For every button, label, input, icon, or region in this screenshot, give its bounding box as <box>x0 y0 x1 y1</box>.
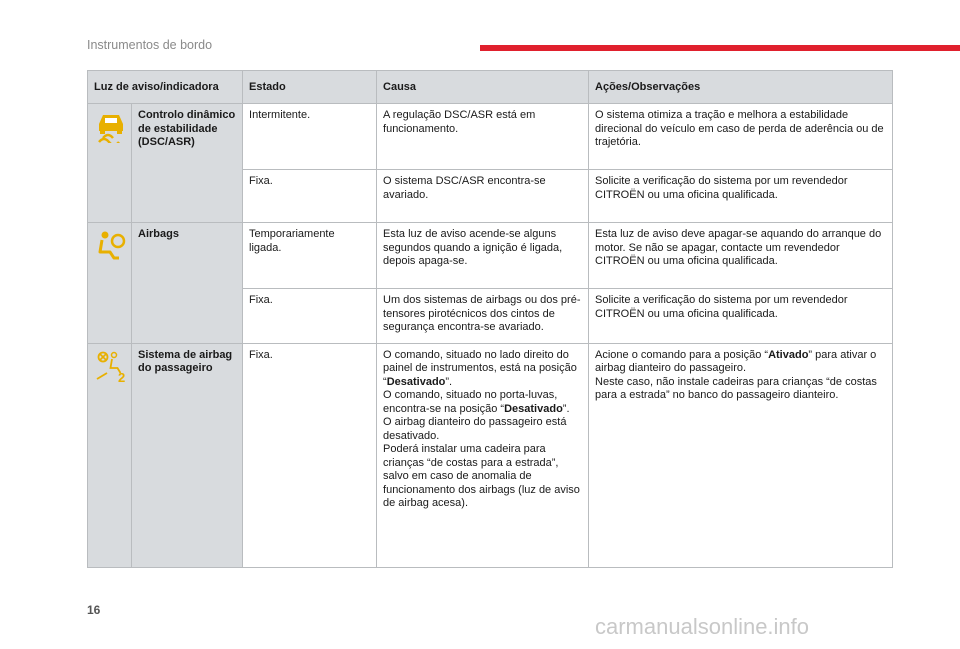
emphasis-text: Desativado <box>504 402 563 415</box>
column-header: Estado <box>243 71 377 104</box>
state-cell: Fixa. <box>243 170 377 223</box>
cause-paragraph: O airbag dianteiro do passageiro está desativado. <box>383 416 567 442</box>
action-cell: Esta luz de aviso deve apagar-se aquando do arranque do motor. Se não se apagar, contacte um revendedor CITROËN ou uma oficina qualificada. <box>589 223 893 289</box>
cause-cell: O sistema DSC/ASR encontra-se avariado. <box>377 170 589 223</box>
warning-lights-table <box>87 70 893 568</box>
cause-cell: Esta luz de aviso acende-se alguns segundos quando a ignição é ligada, depois apaga-se. <box>377 223 589 289</box>
cause-paragraph <box>383 349 582 390</box>
icon-cell <box>88 104 132 223</box>
table-header-row <box>88 71 893 104</box>
stability-control-icon <box>94 109 125 143</box>
action-cell: Solicite a verificação do sistema por um revendedor CITROËN ou uma oficina qualificada. <box>589 289 893 344</box>
icon-cell <box>88 223 132 344</box>
warning-light-name: Airbags <box>132 223 243 344</box>
airbag-icon <box>94 228 125 262</box>
column-header: Causa <box>377 71 589 104</box>
text-span: O comando, situado no lado direito do painel de instrumentos, está na posição “ <box>383 348 577 388</box>
warning-light-name: Controlo dinâmico de estabilidade (DSC/ASR) <box>132 104 243 223</box>
header-accent-bar <box>480 45 960 51</box>
state-cell: Intermitente. <box>243 104 377 170</box>
warning-light-name: Sistema de airbag do passageiro <box>132 343 243 567</box>
action-cell <box>589 343 893 567</box>
cause-cell <box>377 343 589 567</box>
column-header: Ações/Observações <box>589 71 893 104</box>
table-row <box>88 223 893 289</box>
cause-cell: Um dos sistemas de airbags ou dos pré-tensores pirotécnicos dos cintos de segurança encontra-se avariado. <box>377 289 589 344</box>
page-number: 16 <box>87 603 101 617</box>
section-title: Instrumentos de bordo <box>87 38 213 52</box>
text-span: ”. <box>562 402 570 415</box>
cause-paragraph: Poderá instalar uma cadeira para crianças “de costas para a estrada”, salvo em caso de anomalia de funcionamento dos airbags (luz de aviso de airbag acesa). <box>383 443 580 509</box>
text-span: Acione o comando para a posição “ <box>595 348 769 361</box>
cause-paragraph <box>383 389 582 416</box>
text-span: O comando, situado no porta-luvas, encontra-se na posição “ <box>383 389 558 415</box>
state-cell: Fixa. <box>243 289 377 344</box>
action-paragraph <box>595 349 886 376</box>
cause-cell: A regulação DSC/ASR está em funcionamento. <box>377 104 589 170</box>
state-cell: Temporariamente ligada. <box>243 223 377 289</box>
state-cell: Fixa. <box>243 343 377 567</box>
watermark: carmanualsonline.info <box>595 614 810 639</box>
text-span: ” para ativar o airbag dianteiro do passageiro. <box>595 348 877 374</box>
icon-cell <box>88 343 132 567</box>
action-cell: O sistema otimiza a tração e melhora a estabilidade direcional do veículo em caso de perda de aderência ou de trajetória. <box>589 104 893 170</box>
text-span: ”. <box>445 375 453 388</box>
table-row <box>88 343 893 567</box>
column-header: Luz de aviso/indicadora <box>88 71 243 104</box>
table-row <box>88 104 893 170</box>
emphasis-text: Desativado <box>386 375 446 388</box>
action-cell: Solicite a verificação do sistema por um revendedor CITROËN ou uma oficina qualificada. <box>589 170 893 223</box>
emphasis-text: Ativado <box>768 348 809 361</box>
svg-text:2: 2 <box>118 369 126 383</box>
action-paragraph: Neste caso, não instale cadeiras para crianças “de costas para a estrada” no banco do passageiro dianteiro. <box>595 375 877 401</box>
passenger-airbag-off-icon <box>94 349 125 383</box>
